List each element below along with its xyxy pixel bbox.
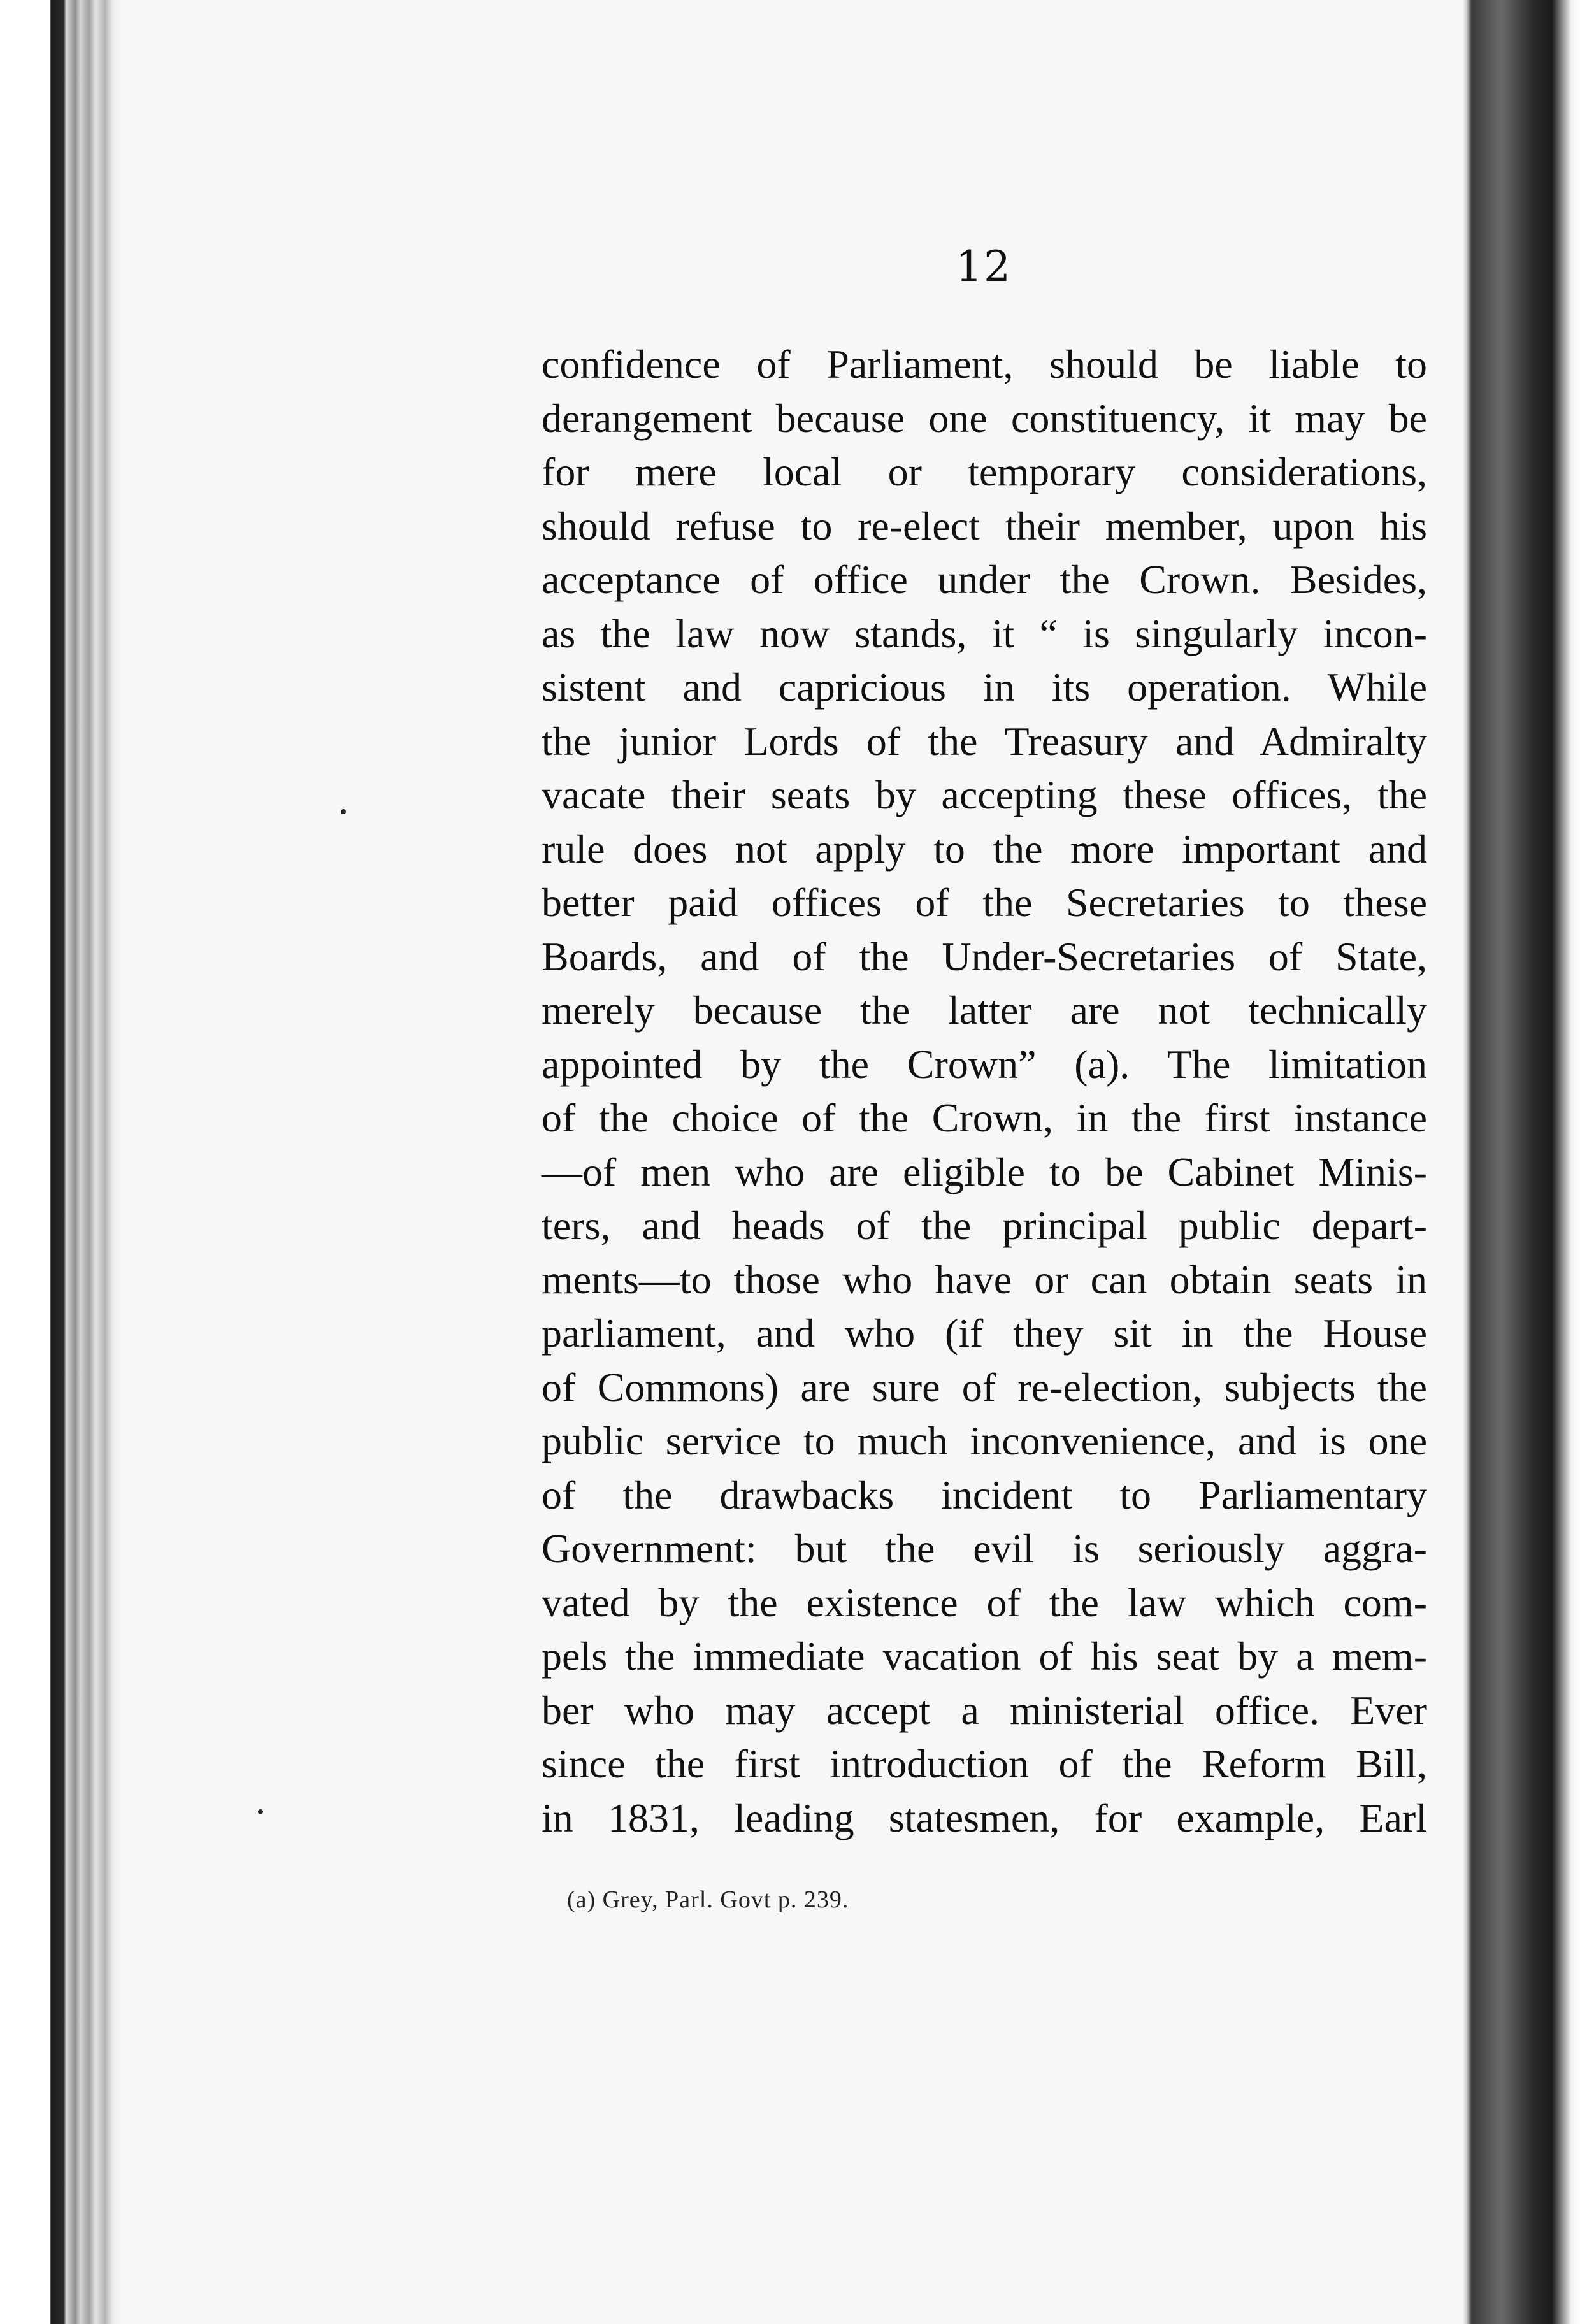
text-line: appointed by the Crown” (a). The limitation bbox=[542, 1041, 1427, 1087]
text-line: merely because the latter are not technically bbox=[542, 987, 1427, 1033]
page-number: 12 bbox=[956, 242, 1012, 291]
body-text bbox=[542, 338, 1427, 1845]
text-line: Government: but the evil is seriously aggra- bbox=[542, 1526, 1427, 1571]
text-line: for mere local or temporary considerations, bbox=[542, 449, 1427, 494]
text-line: should refuse to re-elect their member, upon his bbox=[542, 503, 1427, 549]
text-line: the junior Lords of the Treasury and Admiralty bbox=[542, 718, 1427, 764]
text-line: as the law now stands, it “ is singularly incon- bbox=[542, 610, 1427, 656]
text-line: ments—to those who have or can obtain seats in bbox=[542, 1256, 1427, 1302]
text-line: pels the immediate vacation of his seat by a mem- bbox=[542, 1633, 1427, 1679]
text-line: sistent and capricious in its operation. While bbox=[542, 664, 1427, 710]
text-line: in 1831, leading statesmen, for example, Earl bbox=[542, 1795, 1427, 1840]
page-edge-shadow bbox=[1463, 0, 1580, 2324]
footnote: (a) Grey, Parl. Govt p. 239. bbox=[567, 1886, 849, 1913]
text-line: vated by the existence of the law which com- bbox=[542, 1579, 1427, 1625]
text-line: vacate their seats by accepting these offices, the bbox=[542, 772, 1427, 817]
binding-gutter bbox=[0, 0, 121, 2324]
text-line: acceptance of office under the Crown. Besides, bbox=[542, 557, 1427, 602]
text-line: Boards, and of the Under-Secretaries of State, bbox=[542, 933, 1427, 979]
text-line: public service to much inconvenience, and is one bbox=[542, 1418, 1427, 1463]
scan-speck bbox=[258, 1809, 263, 1814]
text-line: confidence of Parliament, should be liable to bbox=[542, 341, 1427, 387]
text-line: parliament, and who (if they sit in the House bbox=[542, 1310, 1427, 1356]
scan-speck bbox=[341, 809, 346, 814]
text-line: of the drawbacks incident to Parliamentary bbox=[542, 1472, 1427, 1517]
text-line: of Commons) are sure of re-election, subjects the bbox=[542, 1364, 1427, 1410]
text-line: better paid offices of the Secretaries to these bbox=[542, 880, 1427, 925]
text-line: ters, and heads of the principal public depart- bbox=[542, 1203, 1427, 1248]
text-line: ber who may accept a ministerial office. Ever bbox=[542, 1687, 1427, 1733]
page-sheet bbox=[121, 0, 1463, 2324]
text-line: rule does not apply to the more important and bbox=[542, 826, 1427, 872]
text-line: —of men who are eligible to be Cabinet Minis- bbox=[542, 1149, 1427, 1194]
text-line: of the choice of the Crown, in the first instance bbox=[542, 1095, 1427, 1140]
text-line: derangement because one constituency, it may be bbox=[542, 395, 1427, 441]
text-line: since the first introduction of the Reform Bill, bbox=[542, 1741, 1427, 1786]
